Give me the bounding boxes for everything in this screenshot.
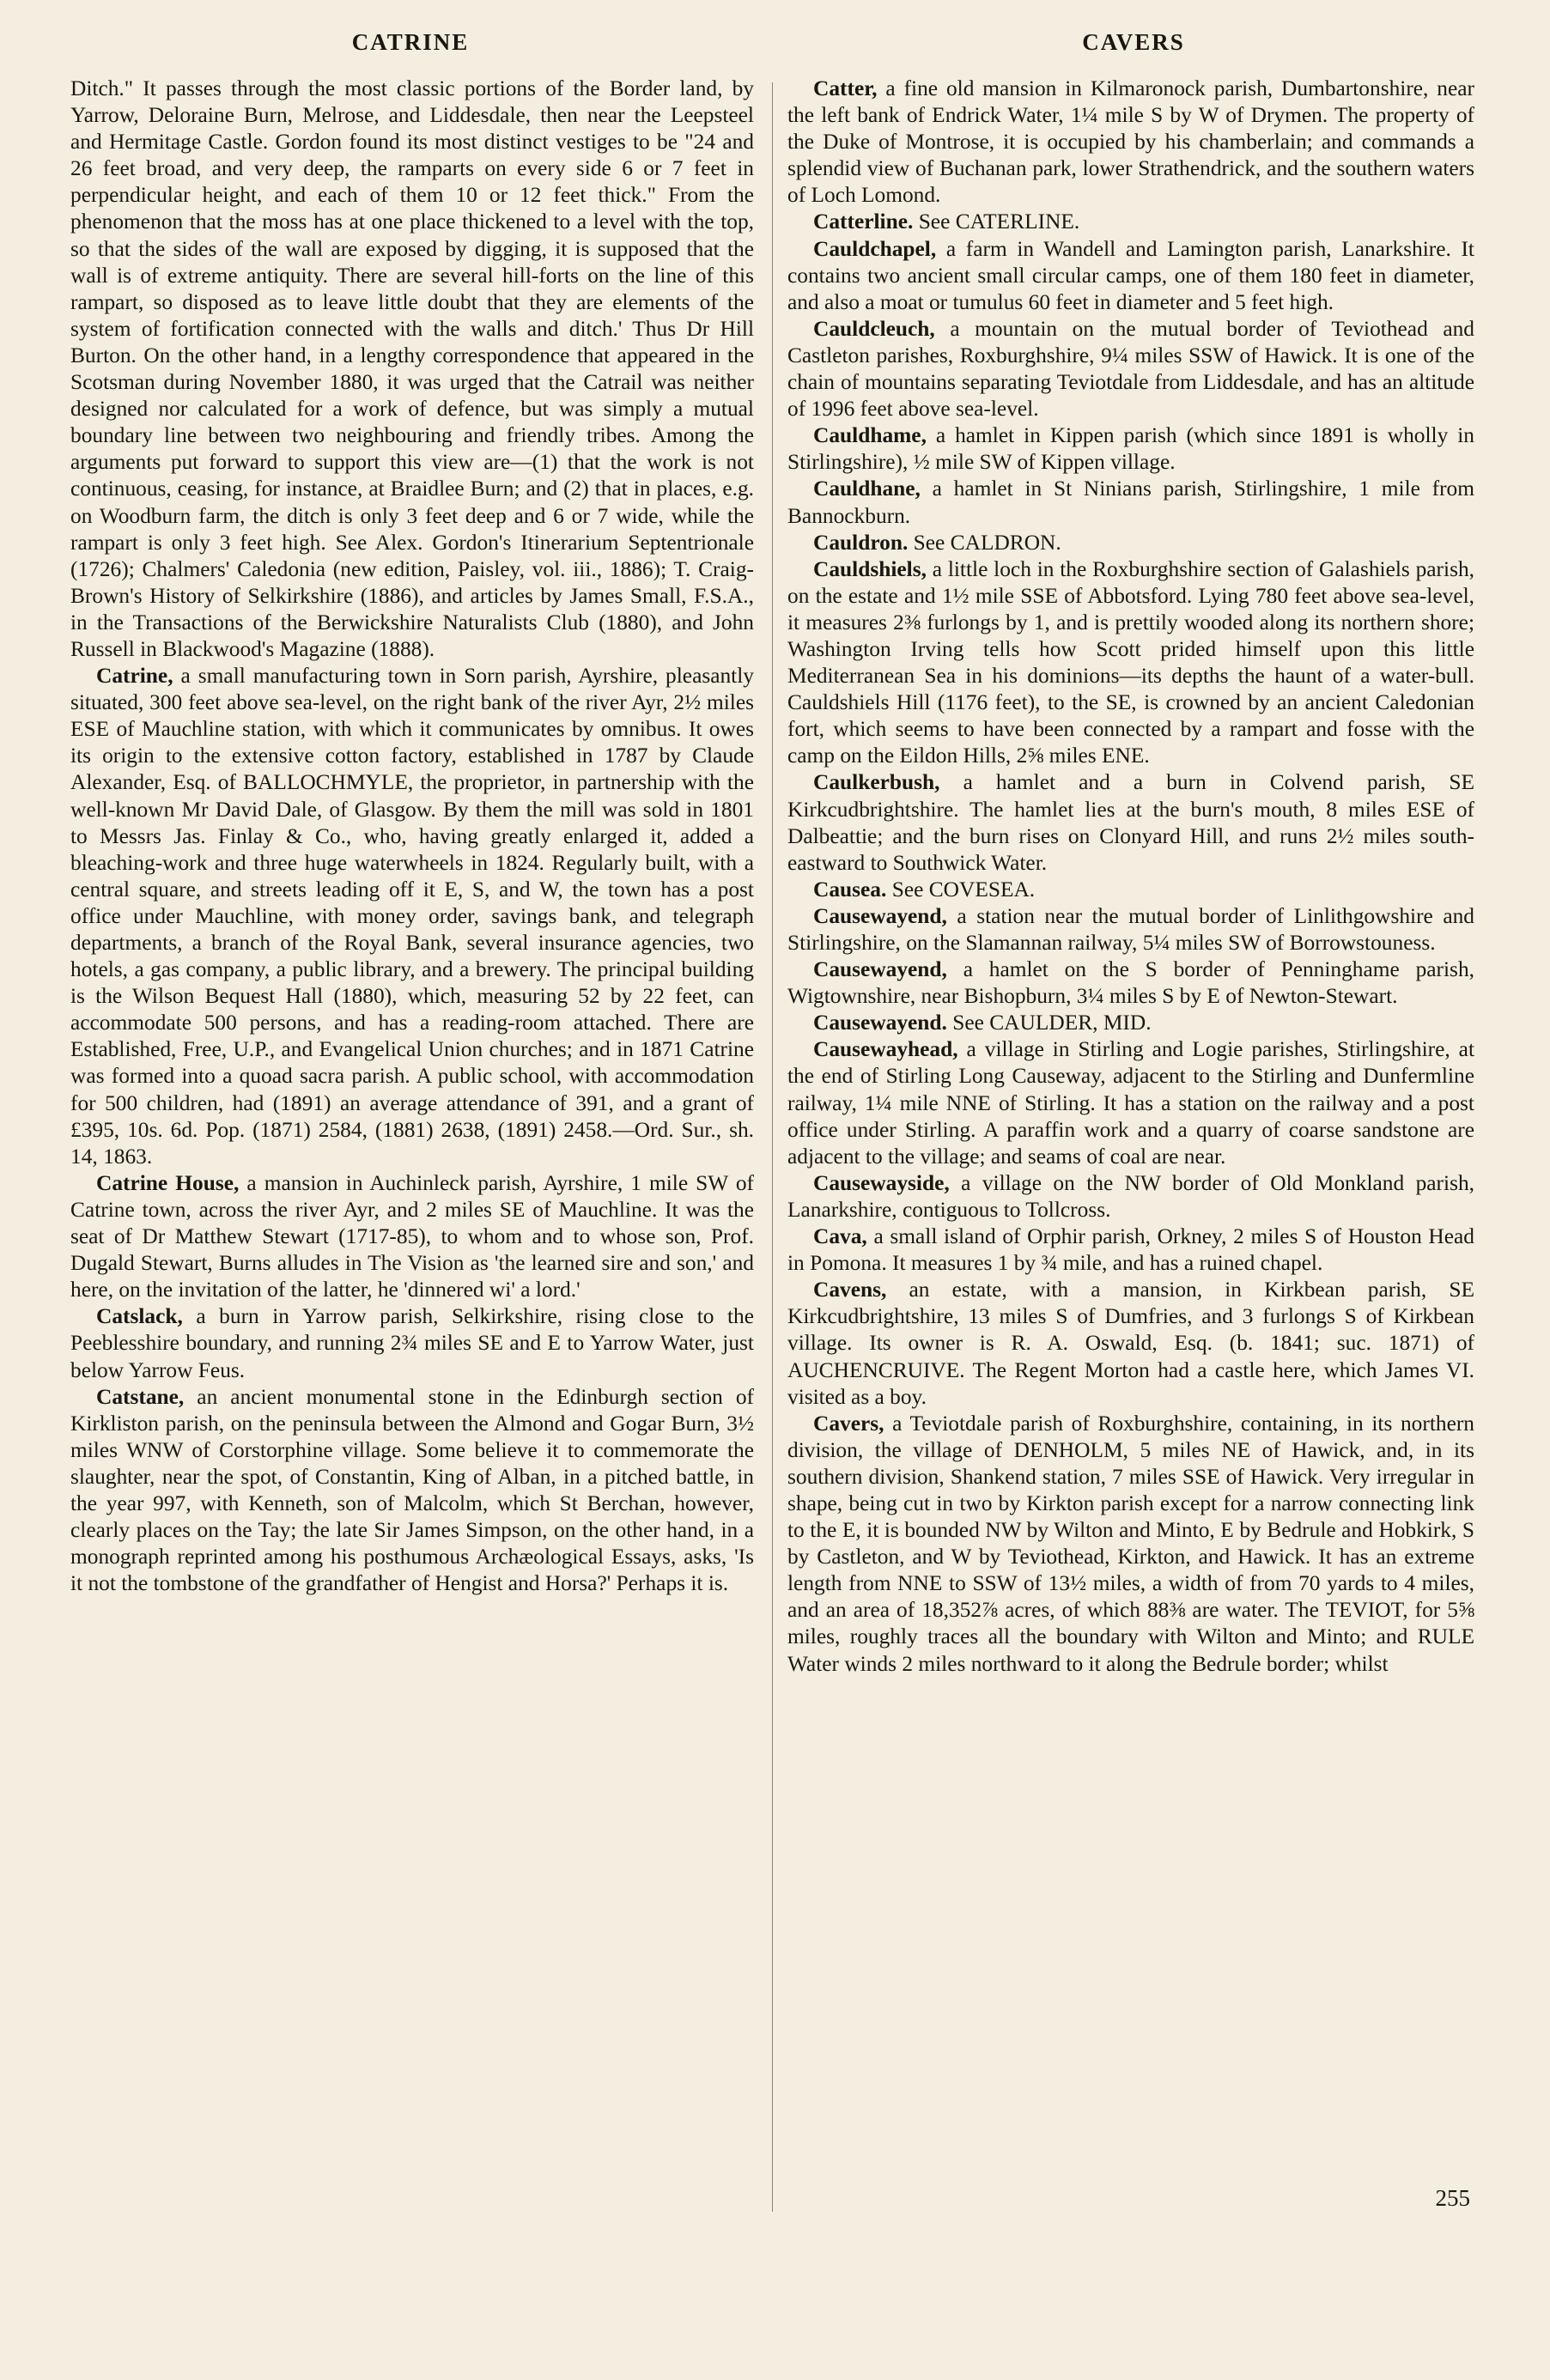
running-header-left: CATRINE bbox=[351, 29, 470, 55]
entry-causewayside bbox=[787, 1170, 1474, 1223]
entry-headword: Cauldhane, bbox=[813, 477, 921, 501]
entry-headword: Catter, bbox=[813, 76, 878, 100]
entry-headword: Cauldhame, bbox=[813, 423, 927, 448]
entry-text: a fine old mansion in Kilmaronock parish, Dumbartonshire, near the left bank of Endrick Water, 1¼ mile S by W of Drymen. The property of the Duke of Montrose, it is occupied by his chamberlain; and commands a splendid view of Buchanan park, lower Strathendrick, and the southern waters of Loch Lomond. bbox=[787, 76, 1474, 208]
entry-headword: Cavers, bbox=[813, 1411, 884, 1436]
entry-headword: Causewayend, bbox=[813, 903, 947, 928]
entry-headword: Cavens, bbox=[813, 1278, 887, 1302]
entry-causea bbox=[787, 877, 1474, 903]
entry-text: a hamlet in St Ninians parish, Stirlingshire, 1 mile from Bannockburn. bbox=[787, 477, 1474, 528]
page-number: 255 bbox=[1435, 2185, 1470, 2211]
entry-text: a burn in Yarrow parish, Selkirkshire, rising close to the Peeblesshire boundary, and running 2¾ miles SE and E to Yarrow Water, just below Yarrow Feus. bbox=[70, 1304, 754, 1382]
running-header-right: CAVERS bbox=[1082, 29, 1185, 55]
entry-text: See CATERLINE. bbox=[913, 209, 1080, 234]
entry-cauldhame bbox=[787, 422, 1474, 476]
entry-text: See COVESEA. bbox=[886, 877, 1036, 902]
entry-cauldhane bbox=[787, 476, 1474, 529]
entry-headword: Causewayside, bbox=[813, 1170, 950, 1195]
paragraph-catrail-continuation bbox=[70, 76, 754, 663]
entry-text: a Teviotdale parish of Roxburghshire, containing, in its northern division, the village of DENHOLM, 5 miles NE of Hawick, and, in its southern division, Shankend station, 7 miles SSE of Hawick. Very irregular in shape, being cut in two by Kirkton parish except for a narrow connecting link to the E, it is bounded NW by Wilton and Minto, E by Bedrule and Hobkirk, S by Castleton, and W by Teviothead, Kirkton, and Hawick. It has an extreme length from NNE to SSW of 13½ miles, a width of from 70 yards to 4 miles, and an area of 18,352⅞ acres, of which 88⅜ are water. The TEVIOT, for 5⅝ miles, roughly traces all the boundary with Wilton and Minto; and RULE Water winds 2 miles northward to it along the Bedrule border; whilst bbox=[787, 1411, 1474, 1676]
entry-headword: Causewayend. bbox=[813, 1011, 947, 1035]
entry-text: a station near the mutual border of Linlithgowshire and Stirlingshire, on the Slamannan railway, 5¼ miles SW of Borrowstouness. bbox=[787, 903, 1474, 955]
entry-text: a village on the NW border of Old Monkland parish, Lanarkshire, contiguous to Tollcross. bbox=[787, 1170, 1474, 1222]
entry-causewayend-see bbox=[787, 1010, 1474, 1036]
entry-text: an ancient monumental stone in the Edinburgh section of Kirkliston parish, on the peninsula between the Almond and Gogar Burn, 3½ miles WNW of Corstorphine village. Some believe it to commemorate the slaughter, near the spot, of Constantin, King of Alban, in a pitched battle, in the year 997, with Kenneth, son of Malcolm, which St Berchan, however, clearly places on the Tay; the late Sir James Simpson, on the other hand, in a monograph reprinted among his posthumous Archæological Essays, asks, 'Is it not the tombstone of the grandfather of Hengist and Horsa?' Perhaps it is. bbox=[70, 1384, 754, 1596]
entry-text: an estate, with a mansion, in Kirkbean parish, SE Kirkcudbrightshire, 13 miles S of Dumfries, and 3 furlongs S of Kirkbean village. Its owner is R. A. Oswald, Esq. (b. 1841; suc. 1871) of AUCHENCRUIVE. The Regent Morton had a castle here, which James VI. visited as a boy. bbox=[787, 1278, 1474, 1409]
column-divider bbox=[772, 82, 773, 2212]
entry-catrine-house bbox=[70, 1170, 754, 1303]
entry-cauldchapel bbox=[787, 236, 1474, 316]
entry-headword: Cauldron. bbox=[813, 530, 909, 555]
entry-headword: Catslack, bbox=[96, 1304, 183, 1329]
entry-headword: Catrine, bbox=[96, 664, 173, 689]
entry-cava bbox=[787, 1223, 1474, 1277]
entry-text: a mansion in Auchinleck parish, Ayrshire, 1 mile SW of Catrine town, across the river Ayr, and 2 miles SE of Mauchline. It was the seat of Dr Matthew Stewart (1717-85), to whom and to whose son, Prof. Dugald Stewart, Burns alludes in The Vision as 'the learned sire and son,' and here, on the invitation of the latter, he 'dinnered wi' a lord.' bbox=[70, 1170, 754, 1302]
entry-catslack bbox=[70, 1303, 754, 1383]
entry-text: See CAULDER, MID. bbox=[946, 1011, 1152, 1035]
entry-headword: Catrine House, bbox=[96, 1170, 240, 1195]
entry-text: a hamlet and a burn in Colvend parish, SE Kirkcudbrightshire. The hamlet lies at the burn's mouth, 8 miles ESE of Dalbeattie; and the burn rises on Clonyard Hill, and runs 2½ miles south-eastward to Southwick Water. bbox=[787, 770, 1474, 875]
entry-headword: Caulkerbush, bbox=[813, 770, 940, 795]
entry-caulkerbush bbox=[787, 769, 1474, 876]
entry-headword: Catterline. bbox=[813, 209, 914, 234]
entry-headword: Catstane, bbox=[96, 1384, 185, 1409]
entry-text: See CALDRON. bbox=[908, 530, 1061, 555]
entry-headword: Cauldshiels, bbox=[813, 556, 927, 581]
right-column bbox=[787, 76, 1474, 1678]
entry-text: a hamlet on the S border of Penninghame parish, Wigtownshire, near Bishopburn, 3¼ miles S by E of Newton-Stewart. bbox=[787, 957, 1474, 1009]
entry-headword: Causewayend, bbox=[813, 957, 947, 982]
entry-causewayhead bbox=[787, 1036, 1474, 1169]
entry-headword: Cauldchapel, bbox=[813, 236, 937, 261]
left-column bbox=[70, 76, 754, 1597]
entry-cavers bbox=[787, 1411, 1474, 1678]
entry-headword: Cauldcleuch, bbox=[813, 316, 935, 341]
entry-catstane bbox=[70, 1384, 754, 1598]
entry-catterline bbox=[787, 209, 1474, 235]
entry-text: a little loch in the Roxburghshire section of Galashiels parish, on the estate and 1½ mile SSE of Abbotsford. Lying 780 feet above sea-level, it measures 2⅜ furlongs by 1, and is prettily wooded along its northern shore; Washington Irving tells how Scott prided himself upon this little Mediterranean Sea in his dominions—its depths the haunt of a water-bull. Cauldshiels Hill (1176 feet), to the SE, is crowned by an ancient Caledonian fort, which seems to have been connected by a rampart and fosse with the camp on the Eildon Hills, 2⅝ miles ENE. bbox=[787, 556, 1474, 768]
entry-causewayend-hamlet bbox=[787, 956, 1474, 1010]
entry-text: a village in Stirling and Logie parishes, Stirlingshire, at the end of Stirling Long Causeway, adjacent to the Stirling and Dunfermline railway, 1¼ mile NNE of Stirling. It has a station on the railway and a post office under Stirling. A paraffin work and a quarry of coarse sandstone are adjacent to the village; and seams of coal are near. bbox=[787, 1037, 1474, 1169]
entry-headword: Cava, bbox=[813, 1224, 867, 1249]
entry-text: a farm in Wandell and Lamington parish, Lanarkshire. It contains two ancient small circular camps, one of them 180 feet in diameter, and also a moat or tumulus 60 feet in diameter and 5 feet high. bbox=[787, 236, 1474, 314]
entry-catter bbox=[787, 76, 1474, 209]
entry-headword: Causea. bbox=[813, 877, 887, 902]
entry-cauldron bbox=[787, 530, 1474, 556]
entry-text: a small island of Orphir parish, Orkney, 2 miles S of Houston Head in Pomona. It measures 1 by ¾ mile, and has a ruined chapel. bbox=[787, 1224, 1474, 1276]
entry-causewayend-station bbox=[787, 903, 1474, 956]
entry-cavens bbox=[787, 1277, 1474, 1410]
entry-text: Ditch." It passes through the most classic portions of the Border land, by Yarrow, Deloraine Burn, Melrose, and Liddesdale, then near the Leepsteel and Hermitage Castle. Gordon found its most distinct vestiges to be "24 and 26 feet broad, and very deep, the ramparts on every side 6 or 7 feet in perpendicular height, and each of them 10 or 12 feet thick." From the phenomenon that the moss has at one place thickened to a level with the top, so that the sides of the wall are exposed by digging, it is supposed that the wall is of extreme antiquity. There are several hill-forts on the line of this rampart, so disposed as to leave little doubt that they are elements of the system of fortification connected with the walls and ditch.' Thus Dr Hill Burton. On the other hand, in a lengthy correspondence that appeared in the Scotsman during November 1880, it was urged that the Catrail was neither designed nor calculated for a work of defence, but was simply a mutual boundary line between two neighbouring and friendly tribes. Among the arguments put forward to support this view are—(1) that the work is not continuous, ceasing, for instance, at Braidlee Burn; and (2) that in places, e.g. on Woodburn farm, the ditch is only 3 feet deep and 6 or 7 wide, while the rampart is only 3 feet high. See Alex. Gordon's Itinerarium Septentrionale (1726); Chalmers' Caledonia (new edition, Paisley, vol. iii., 1886); T. Craig-Brown's History of Selkirkshire (1886), and articles by James Small, F.S.A., in the Transactions of the Berwickshire Naturalists Club (1880), and John Russell in Blackwood's Magazine (1888). bbox=[70, 76, 754, 661]
entry-cauldshiels bbox=[787, 556, 1474, 770]
entry-text: a small manufacturing town in Sorn parish, Ayrshire, pleasantly situated, 300 feet above sea-level, on the right bank of the river Ayr, 2½ miles ESE of Mauchline station, with which it communicates by omnibus. It owes its origin to the extensive cotton factory, established in 1787 by Claude Alexander, Esq. of BALLOCHMYLE, the proprietor, in partnership with the well-known Mr David Dale, of Glasgow. By them the mill was sold in 1801 to Messrs Jas. Finlay & Co., who, having greatly enlarged it, added a bleaching-work and three huge waterwheels in 1824. Regularly built, with a central square, and streets leading off it E, S, and W, the town has a post office under Mauchline, with money order, savings bank, and telegraph departments, a branch of the Royal Bank, several insurance agencies, two hotels, a gas company, a public library, and a brewery. The principal building is the Wilson Bequest Hall (1880), which, measuring 52 by 22 feet, can accommodate 500 persons, and has a reading-room attached. There are Established, Free, U.P., and Evangelical Union churches; and in 1871 Catrine was formed into a quoad sacra parish. A public school, with accommodation for 500 children, had (1891) an average attendance of 391, and a grant of £395, 10s. 6d. Pop. (1871) 2584, (1881) 2638, (1891) 2458.—Ord. Sur., sh. 14, 1863. bbox=[70, 664, 754, 1169]
entry-headword: Causewayhead, bbox=[813, 1037, 958, 1062]
entry-catrine bbox=[70, 663, 754, 1170]
entry-cauldcleuch bbox=[787, 316, 1474, 422]
entry-text: a mountain on the mutual border of Teviothead and Castleton parishes, Roxburghshire, 9¼ miles SSW of Hawick. It is one of the chain of mountains separating Teviotdale from Liddesdale, and has an altitude of 1996 feet above sea-level. bbox=[787, 316, 1474, 422]
entry-text: a hamlet in Kippen parish (which since 1891 is wholly in Stirlingshire), ½ mile SW of Kippen village. bbox=[787, 423, 1474, 475]
